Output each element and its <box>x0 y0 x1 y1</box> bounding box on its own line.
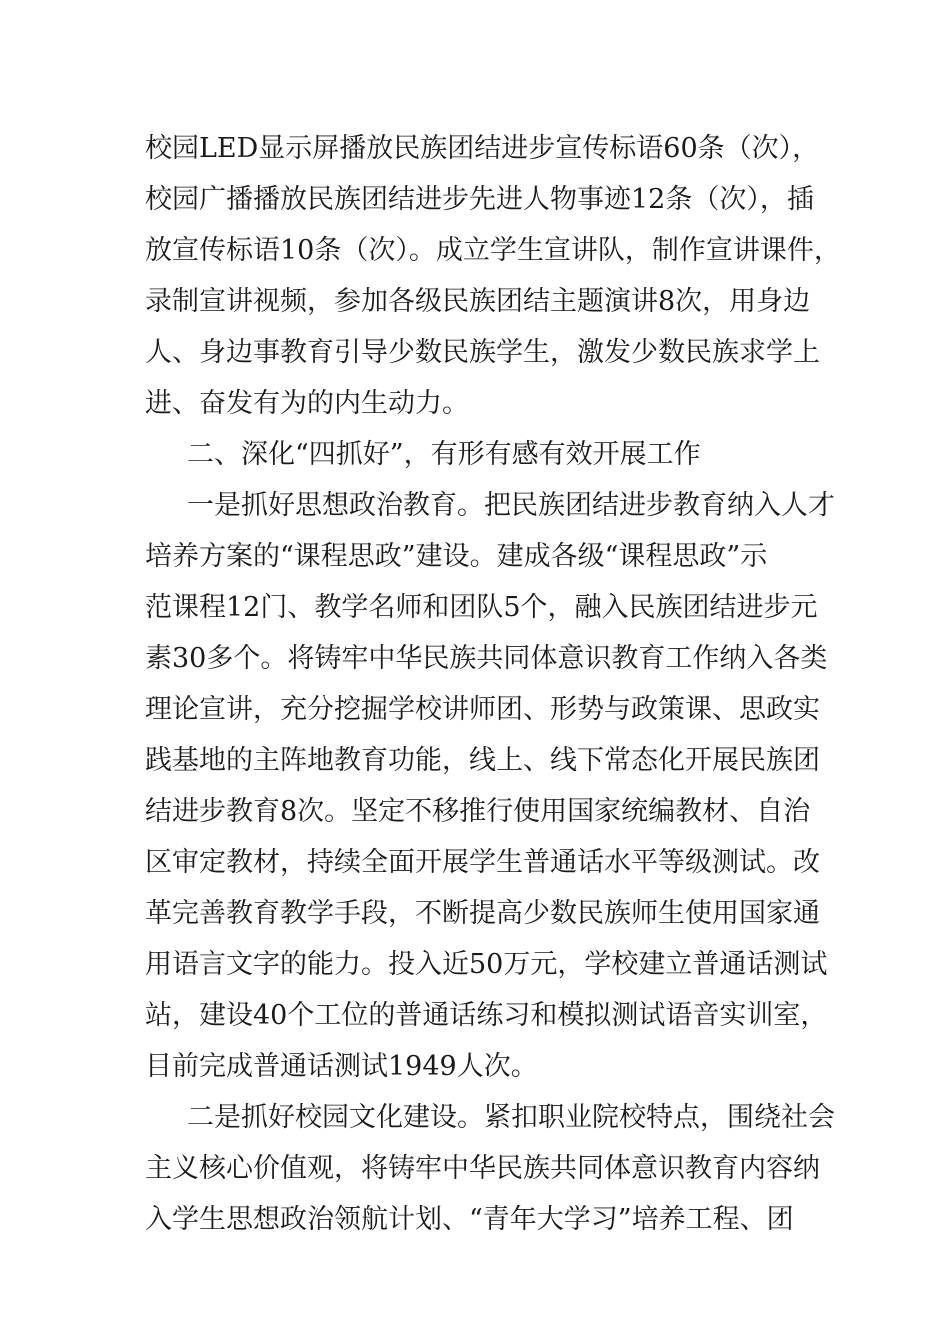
text-line: 范课程12门、教学名师和团队5个，融入民族团结进步元 <box>145 592 818 623</box>
text-line: 人、身边事教育引导少数民族学生，激发少数民族求学上 <box>145 337 820 368</box>
text-line: 录制宣讲视频，参加各级民族团结主题演讲8次，用身边 <box>145 286 811 317</box>
text-line: 进、奋发有为的内生动力。 <box>145 388 469 419</box>
text-line: 放宣传标语10条（次）。成立学生宣讲队，制作宣讲课件， <box>145 235 841 266</box>
text-line: 理论宣讲，充分挖掘学校讲师团、形势与政策课、思政实 <box>145 694 820 725</box>
text-line: 校园LED显示屏播放民族团结进步宣传标语60条（次）， <box>145 133 820 164</box>
text-line: 主义核心价值观，将铸牢中华民族共同体意识教育内容纳 <box>145 1153 820 1184</box>
text-line: 校园广播播放民族团结进步先进人物事迹12条（次），插 <box>145 184 814 215</box>
text-line: 站，建设40个工位的普通话练习和模拟测试语音实训室， <box>145 1000 828 1031</box>
section-heading: 二、深化“四抓好”，有形有感有效开展工作 <box>187 439 701 470</box>
text-line: 入学生思想政治领航计划、“青年大学习”培养工程、团 <box>145 1204 794 1235</box>
text-line: 一是抓好思想政治教育。把民族团结进步教育纳入人才 <box>187 490 835 521</box>
text-line: 用语言文字的能力。投入近50万元，学校建立普通话测试 <box>145 949 828 980</box>
text-line: 目前完成普通话测试1949人次。 <box>145 1051 538 1082</box>
text-line: 结进步教育8次。坚定不移推行使用国家统编教材、自治 <box>145 796 811 827</box>
text-line: 二是抓好校园文化建设。紧扣职业院校特点，围绕社会 <box>187 1102 835 1133</box>
text-line: 践基地的主阵地教育功能，线上、线下常态化开展民族团 <box>145 745 820 776</box>
text-line: 培养方案的“课程思政”建设。建成各级“课程思政”示 <box>145 541 768 572</box>
text-line: 素30多个。将铸牢中华民族共同体意识教育工作纳入各类 <box>145 643 828 674</box>
text-line: 区审定教材，持续全面开展学生普通话水平等级测试。改 <box>145 847 820 878</box>
text-line: 革完善教育教学手段，不断提高少数民族师生使用国家通 <box>145 898 820 929</box>
